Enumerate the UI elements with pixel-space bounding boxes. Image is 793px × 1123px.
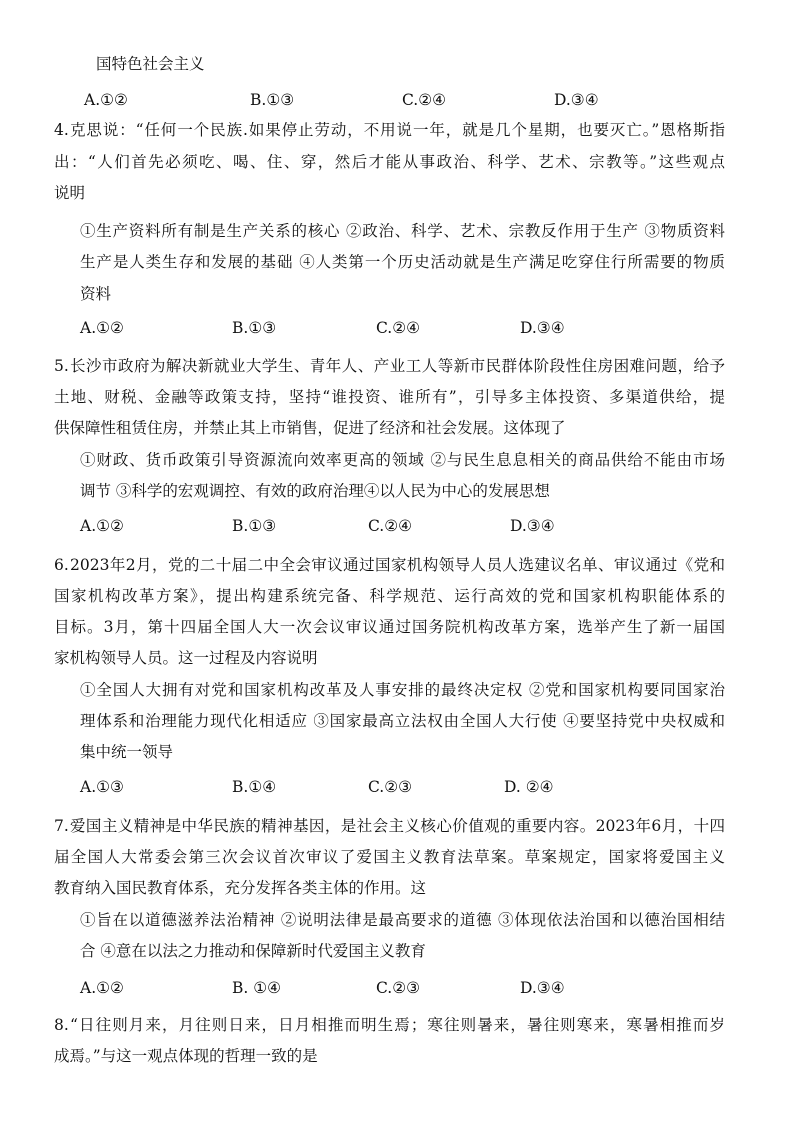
statement-line: ①旨在以道德滋养法治精神 ②说明法律是最高要求的道德 ③体现依法治国和以德治国相结 xyxy=(80,911,725,929)
option-c: C.②④ xyxy=(402,91,447,109)
statement-line: 生产是人类生存和发展的基础 ④人类第一个历史活动就是生产满足吃穿住行所需要的物质 xyxy=(80,253,725,271)
question-stem-line: “日往则月来，月往则日来，日月相推而明生焉；寒往则暑来，暑往则寒来，寒暑相推而岁 xyxy=(70,1016,725,1034)
question-stem-line: 2023年2月，党的二十届二中全会审议通过国家机构领导人员人选建议名单、审议通过《党和 xyxy=(70,556,725,574)
option-b: B.①③ xyxy=(232,319,277,337)
option-a: A.①③ xyxy=(80,778,124,796)
question-stem-line: 出：“人们首先必须吃、喝、住、穿，然后才能从事政治、科学、艺术、宗教等。”这些观点 xyxy=(54,153,725,171)
option-a: A.①② xyxy=(80,979,124,997)
option-d: D. ②④ xyxy=(504,778,554,796)
option-d: D.③④ xyxy=(520,319,565,337)
statement-line: ①财政、货币政策引导资源流向效率更高的领域 ②与民生息息相关的商品供给不能由市场 xyxy=(80,451,725,469)
option-a: A.①② xyxy=(80,517,124,535)
question-stem-line: 家机构领导人员。这一过程及内容说明 xyxy=(54,649,318,667)
question-number: 7. xyxy=(54,817,69,835)
option-b: B. ①④ xyxy=(232,979,282,997)
statement-line: ①全国人大拥有对党和国家机构改革及人事安排的最终决定权 ②党和国家机构要同国家治 xyxy=(80,681,725,699)
option-a: A.①② xyxy=(84,91,128,109)
question-stem-line: 土地、财税、金融等政策支持，坚持“谁投资、谁所有”，引导多主体投资、多渠道供给，提 xyxy=(54,388,725,406)
statement-line: 调节 ③科学的宏观调控、有效的政府治理④以人民为中心的发展思想 xyxy=(80,482,550,500)
statement-line: 资料 xyxy=(80,285,112,303)
question-stem-line: 目标。3月，第十四届全国人大一次会议审议通过国务院机构改革方案，选举产生了新一届国 xyxy=(54,618,725,636)
question-stem-line: 届全国人大常委会第三次会议首次审议了爱国主义教育法草案。草案规定，国家将爱国主义 xyxy=(54,848,725,866)
stem-tail: 国特色社会主义 xyxy=(96,55,205,73)
option-c: C.②③ xyxy=(376,979,421,997)
option-d: D.③④ xyxy=(510,517,555,535)
option-b: B.①④ xyxy=(232,778,277,796)
statement-line: 合 ④意在以法之力推动和保障新时代爱国主义教育 xyxy=(80,942,426,960)
question-stem-line: 成焉。”与这一观点体现的哲理一致的是 xyxy=(54,1047,318,1065)
question-number: 8. xyxy=(54,1016,69,1034)
statement-line: 理体系和治理能力现代化相适应 ③国家最高立法权由全国人大行使 ④要坚持党中央权威和 xyxy=(80,712,725,730)
option-a: A.①② xyxy=(80,319,124,337)
question-stem-line: 教育纳入国民教育体系，充分发挥各类主体的作用。这 xyxy=(54,879,427,897)
question-stem-line: 长沙市政府为解决新就业大学生、青年人、产业工人等新市民群体阶段性住房困难问题，给予 xyxy=(70,357,725,375)
option-c: C.②④ xyxy=(368,517,413,535)
option-b: B.①③ xyxy=(250,91,295,109)
question-stem-line: 说明 xyxy=(54,184,86,202)
statement-line: ①生产资料所有制是生产关系的核心 ②政治、科学、艺术、宗教反作用于生产 ③物质资料 xyxy=(80,222,725,240)
question-number: 4. xyxy=(54,121,69,139)
statement-line: 集中统一领导 xyxy=(80,743,174,761)
question-stem-line: 克思说：“任何一个民族.如果停止劳动，不用说一年，就是几个星期，也要灭亡。”恩格斯指 xyxy=(70,121,725,139)
question-stem-line: 供保障性租赁住房，并禁止其上市销售，促进了经济和社会发展。这体现了 xyxy=(54,419,566,437)
option-d: D.③④ xyxy=(520,979,565,997)
question-stem-line: 国家机构改革方案》，提出构建系统完备、科学规范、运行高效的党和国家机构职能体系的 xyxy=(54,587,725,605)
question-number: 6. xyxy=(54,556,69,574)
option-c: C.②③ xyxy=(368,778,413,796)
option-c: C.②④ xyxy=(376,319,421,337)
question-stem-line: 爱国主义精神是中华民族的精神基因，是社会主义核心价值观的重要内容。2023年6月，十四 xyxy=(70,817,725,835)
option-d: D.③④ xyxy=(554,91,599,109)
option-b: B.①③ xyxy=(232,517,277,535)
question-number: 5. xyxy=(54,357,69,375)
